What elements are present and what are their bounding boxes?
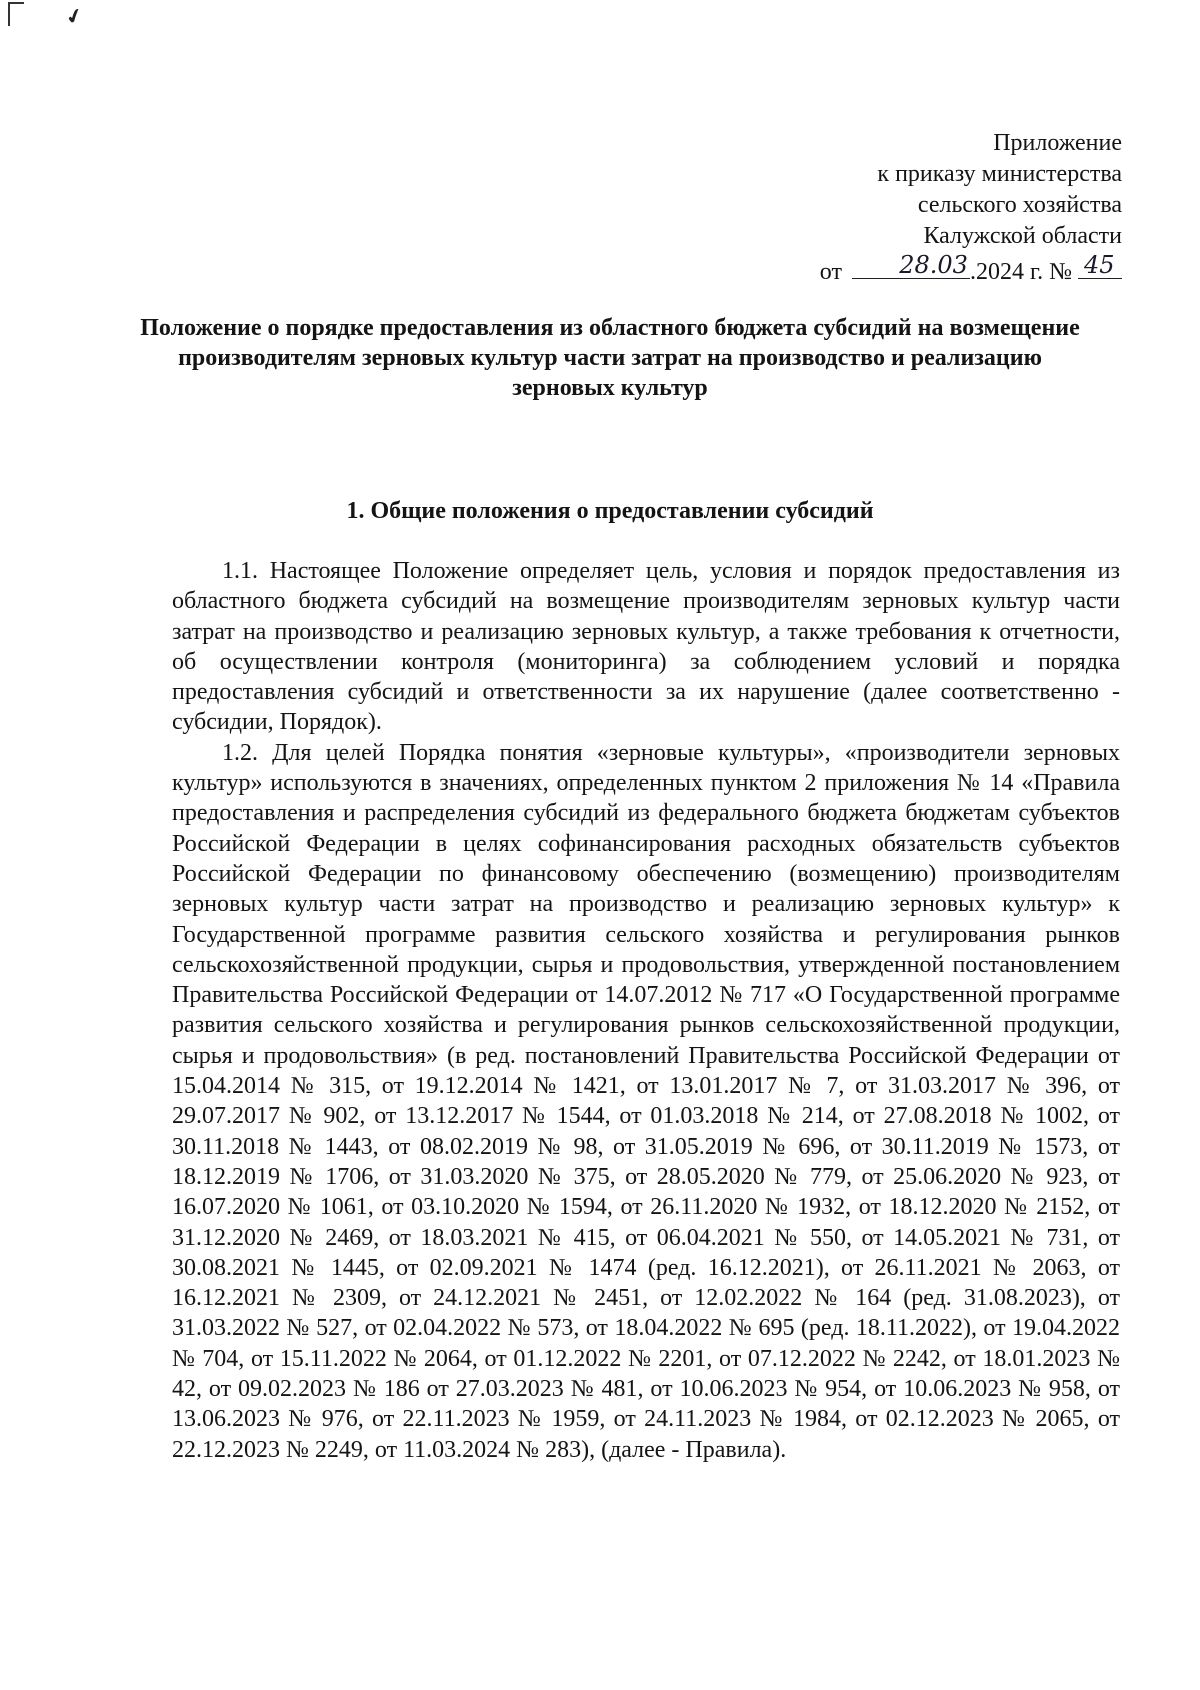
approval-line-4: Калужской области — [923, 223, 1122, 249]
date-prefix: от — [819, 259, 842, 285]
approval-date-line — [820, 252, 1122, 288]
approval-line-1: Приложение — [993, 130, 1122, 156]
document-title: Положение о порядке предоставления из областного бюджета субсидий на возмещение производителям зерновых культур части затрат на производство и реализацию зерновых культур — [140, 315, 1080, 401]
scan-corner-mark — [8, 2, 24, 26]
date-blank — [852, 252, 970, 279]
date-suffix: .2024 г. № — [969, 259, 1072, 285]
section-title: 1. Общие положения о предоставлении субсидий — [346, 498, 874, 524]
approval-line-3: сельского хозяйства — [917, 192, 1122, 218]
paragraph: 1.1. Настоящее Положение определяет цель, условия и порядок предоставления из областного бюджета субсидий на возмещение производителям зерновых культур части затрат на производство и реализацию зерновых культур, а также требования к отчетности, об осуществлении контроля (мониторинга) за соблюдением условий и порядка предоставления субсидий и ответственности за их нарушение (далее соответственно - субсидии, Порядок). — [172, 558, 1120, 736]
handwritten-number: 45 — [1084, 251, 1115, 279]
number-blank — [1078, 252, 1122, 279]
approval-block — [820, 128, 1122, 288]
document-body — [172, 556, 1120, 1465]
paragraph: 1.2. Для целей Порядка понятия «зерновые культуры», «производители зерновых культур» используются в значениях, определенных пунктом 2 приложения № 14 «Правила предоставления и распределения субсидий из федерального бюджета бюджетам субъектов Российской Федерации в целях софинансирования расходных обязательств субъектов Российской Федерации по финансовому обеспечению (возмещению) производителям зерновых культур части затрат на производство и реализацию зерновых культур» к Государственной программе развития сельского хозяйства и регулирования рынков сельскохозяйственной продукции, сырья и продовольствия, утвержденной постановлением Правительства Российской Федерации от 14.07.2012 № 717 «О Государственной программе развития сельского хозяйства и регулирования рынков сельскохозяйственной продукции, сырья и продовольствия» (в ред. постановлений Правительства Российской Федерации от 15.04.2014 № 315, от 19.12.2014 № 1421, от 13.01.2017 № 7, от 31.03.2017 № 396, от 29.07.2017 № 902, от 13.12.2017 № 1544, от 01.03.2018 № 214, от 27.08.2018 № 1002, от 30.11.2018 № 1443, от 08.02.2019 № 98, от 31.05.2019 № 696, от 30.11.2019 № 1573, от 18.12.2019 № 1706, от 31.03.2020 № 375, от 28.05.2020 № 779, от 25.06.2020 № 923, от 16.07.2020 № 1061, от 03.10.2020 № 1594, от 26.11.2020 № 1932, от 18.12.2020 № 2152, от 31.12.2020 № 2469, от 18.03.2021 № 415, от 06.04.2021 № 550, от 14.05.2021 № 731, от 30.08.2021 № 1445, от 02.09.2021 № 1474 (ред. 16.12.2021), от 26.11.2021 № 2063, от 16.12.2021 № 2309, от 24.12.2021 № 2451, от 12.02.2022 № 164 (ред. 31.08.2023), от 31.03.2022 № 527, от 02.04.2022 № 573, от 18.04.2022 № 695 (ред. 18.11.2022), от 19.04.2022 № 704, от 15.11.2022 № 2064, от 01.12.2022 № 2201, от 07.12.2022 № 2242, от 18.01.2023 № 42, от 09.02.2023 № 186 от 27.03.2023 № 481, от 10.06.2023 № 954, от 10.06.2023 № 958, от 13.06.2023 № 976, от 22.11.2023 № 1959, от 24.11.2023 № 1984, от 02.12.2023 № 2065, от 22.12.2023 № 2249, от 11.03.2024 № 283), (далее - Правила). — [172, 739, 1120, 1463]
handwritten-date: 28.03 — [899, 251, 968, 279]
scan-tick-mark: ✔ — [62, 1, 87, 31]
approval-line-2: к приказу министерства — [877, 161, 1122, 187]
